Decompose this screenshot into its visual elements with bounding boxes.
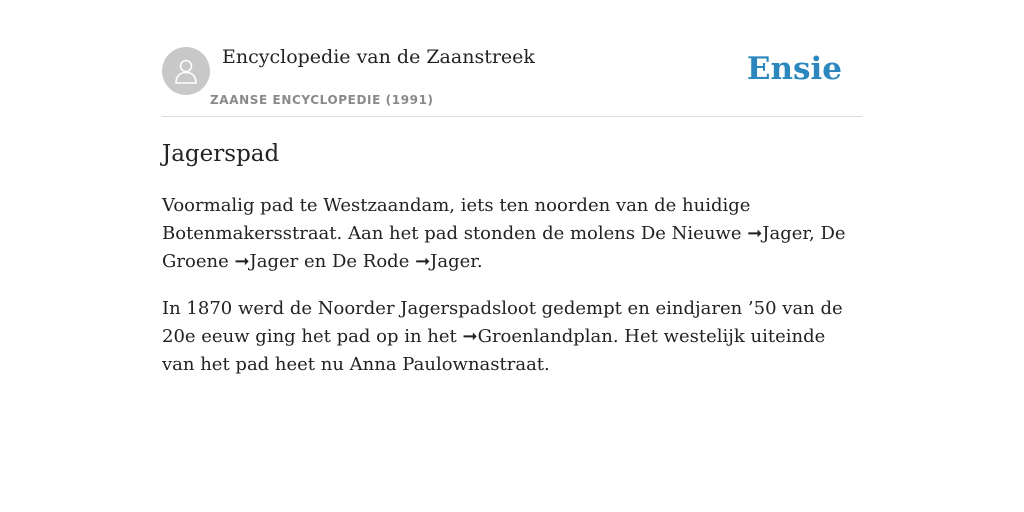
arrow-icon: ➞ (415, 251, 431, 272)
arrow-icon: ➞ (747, 223, 763, 244)
link-jager[interactable]: Jager (762, 223, 810, 244)
text: en De Rode (298, 251, 416, 272)
text: In 1870 werd de Noorder Jagerspadsloot gedempt en eindjaren ’50 van de 20e eeuw ging het pad op in het (162, 298, 843, 347)
user-silhouette-icon (172, 57, 200, 85)
arrow-link[interactable] (747, 223, 809, 244)
link-groenlandplan[interactable]: Groenlandplan (477, 326, 613, 347)
arrow-link[interactable] (415, 251, 477, 272)
arrow-icon: ➞ (462, 326, 478, 347)
text: Voormalig pad te Westzaandam, iets ten noorden van de huidige Botenmakersstraat. Aan het pad stonden de molens De Nieuwe (162, 195, 751, 244)
source-header (162, 46, 862, 117)
arrow-icon: ➞ (234, 251, 250, 272)
paragraph (162, 295, 862, 379)
arrow-link[interactable] (234, 251, 298, 272)
avatar (162, 47, 210, 95)
link-jager[interactable]: Jager (430, 251, 477, 272)
text: . Het westelijk uiteinde van het pad heet nu Anna Paulownastraat. (162, 326, 826, 375)
arrow-link[interactable] (462, 326, 612, 347)
article-title: Jagerspad (162, 141, 280, 167)
article (162, 138, 862, 379)
source-subtitle: ZAANSE ENCYCLOPEDIE (1991) (210, 93, 434, 107)
text: , De Groene (162, 223, 846, 272)
link-jager[interactable]: Jager (249, 251, 299, 272)
source-title[interactable]: Encyclopedie van de Zaanstreek (222, 46, 535, 68)
brand-logo[interactable]: Ensie (746, 51, 842, 87)
paragraph (162, 192, 862, 276)
text: . (476, 251, 483, 272)
